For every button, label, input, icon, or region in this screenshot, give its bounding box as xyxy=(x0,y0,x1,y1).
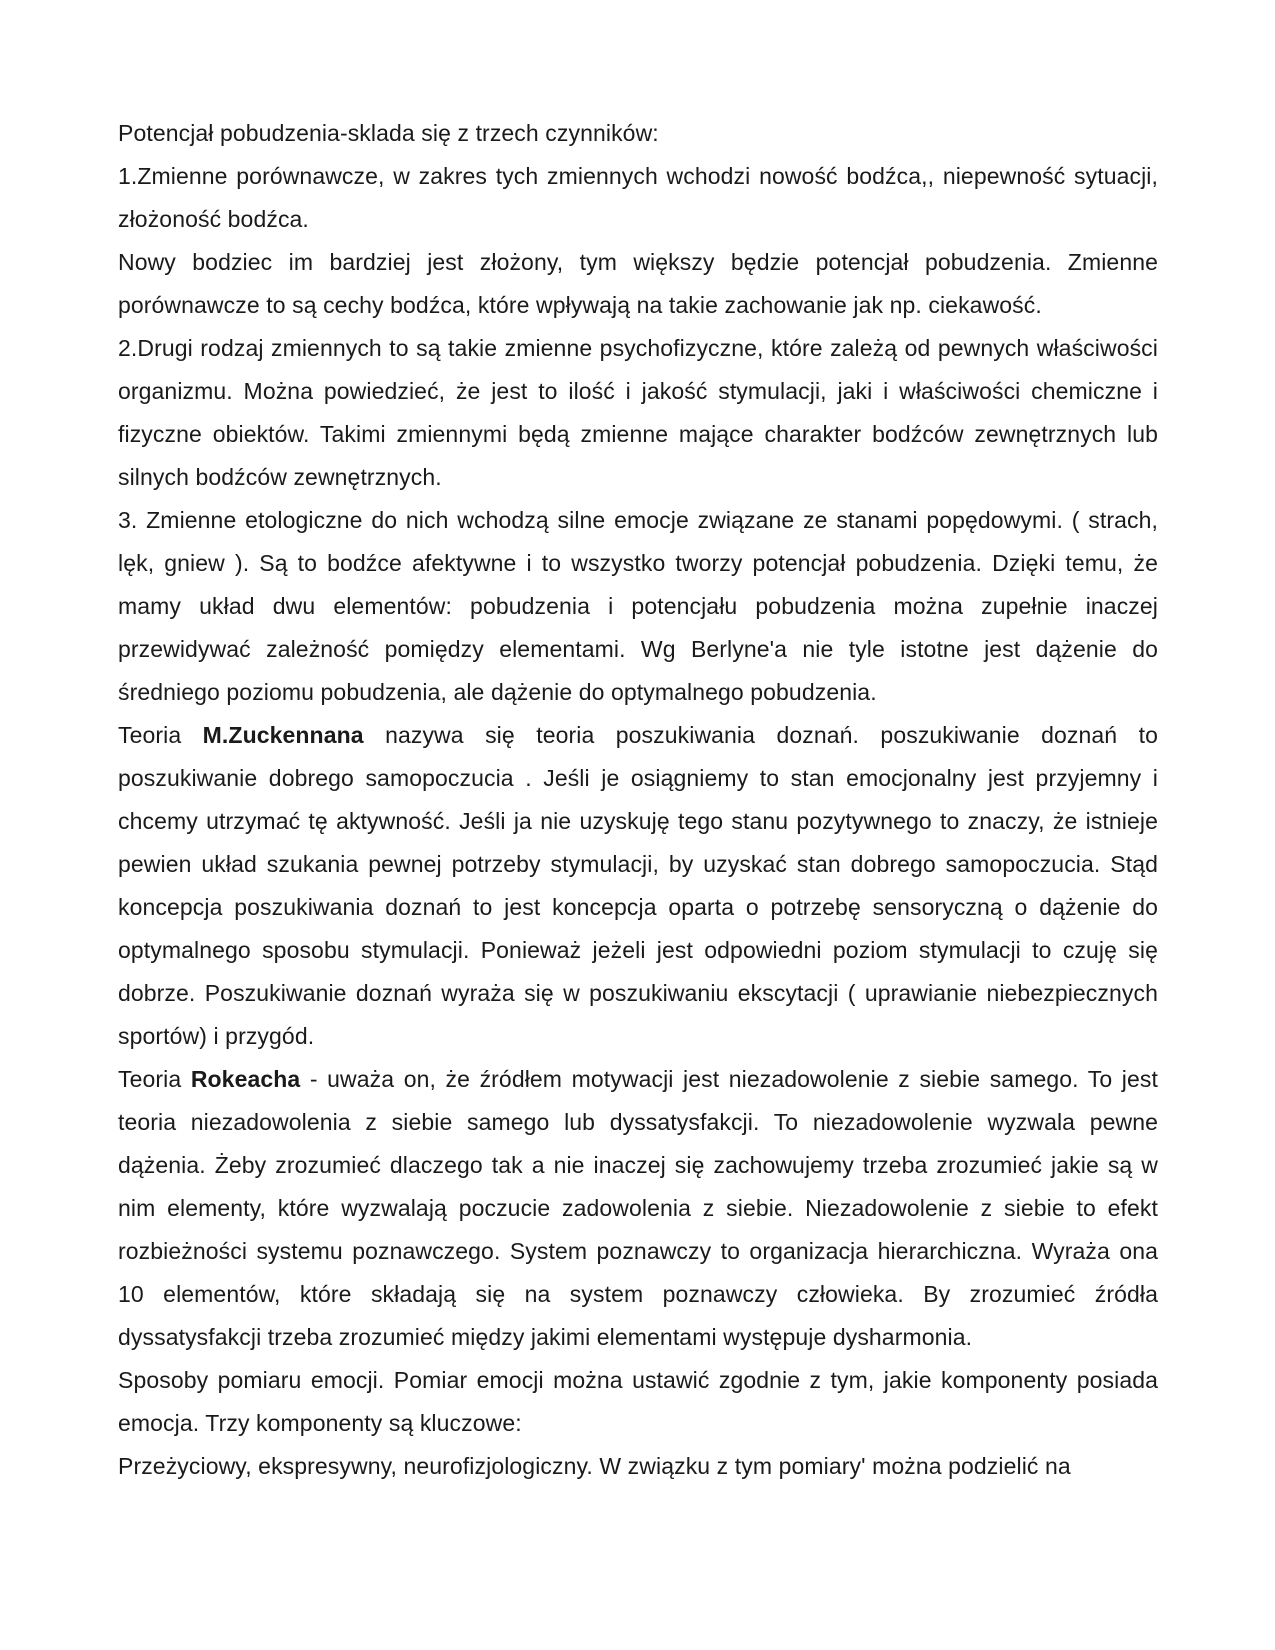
paragraph-new-stimulus: Nowy bodziec im bardziej jest złożony, tym większy będzie potencjał pobudzenia. Zmienne porównawcze to są cechy bodźca, które wpływają na takie zachowanie jak np. ciekawość. xyxy=(118,249,1158,318)
zuckerman-text: nazywa się teoria poszukiwania doznań. poszukiwanie doznań to poszukiwanie dobrego samopoczucia . Jeśli je osiągniemy to stan emocjonalny jest przyjemny i chcemy utrzymać tę aktywność. Jeśli ja nie uzyskuję tego stanu pozytywnego to znaczy, że istnieje pewien układ szukania pewnej potrzeby stymulacji, by uzyskać stan dobrego samopoczucia. Stąd koncepcja poszukiwania doznań to jest koncepcja oparta o potrzebę sensoryczną o dążenie do optymalnego sposobu stymulacji. Ponieważ jeżeli jest odpowiedni poziom stymulacji to czuję się dobrze. Poszukiwanie doznań wyraża się w poszukiwaniu ekscytacji ( uprawianie niebezpiecznych sportów) i przygód. xyxy=(118,722,1158,1049)
paragraph-components: Przeżyciowy, ekspresywny, neurofizjologiczny. W związku z tym pomiary' można podzielić na xyxy=(118,1453,1071,1479)
zuckerman-name: M.Zuckennana xyxy=(202,722,364,748)
rokeach-text: - uważa on, że źródłem motywacji jest niezadowolenie z siebie samego. To jest teoria niezadowolenia z siebie samego lub dyssatysfakcji. To niezadowolenie wyzwala pewne dążenia. Żeby zrozumieć dlaczego tak a nie inaczej się zachowujemy trzeba zrozumieć jakie są w nim elementy, które wyzwalają poczucie zadowolenia z siebie. Niezadowolenie z siebie to efekt rozbieżności systemu poznawczego. System poznawczy to organizacja hierarchiczna. Wyraża ona 10 elementów, które składają się na system poznawczy człowieka. By zrozumieć źródła dyssatysfakcji trzeba zrozumieć między jakimi elementami występuje dysharmonia. xyxy=(118,1066,1158,1350)
paragraph-emotion-measurement: Sposoby pomiaru emocji. Pomiar emocji można ustawić zgodnie z tym, jakie komponenty posiada emocja. Trzy komponenty są kluczowe: xyxy=(118,1367,1158,1436)
paragraph-rokeach-theory xyxy=(118,1058,1158,1359)
paragraph-psychophysical-variables: 2.Drugi rodzaj zmiennych to są takie zmienne psychofizyczne, które zależą od pewnych właściwości organizmu. Można powiedzieć, że jest to ilość i jakość stymulacji, jaki i właściwości chemiczne i fizyczne obiektów. Takimi zmiennymi będą zmienne mające charakter bodźców zewnętrznych lub silnych bodźców zewnętrznych. xyxy=(118,335,1158,490)
document-page xyxy=(118,112,1158,1488)
rokeach-name: Rokeacha xyxy=(190,1066,301,1092)
paragraph-ethological-variables: 3. Zmienne etologiczne do nich wchodzą silne emocje związane ze stanami popędowymi. ( strach, lęk, gniew ). Są to bodźce afektywne i to wszystko tworzy potencjał pobudzenia. Dzięki temu, że mamy układ dwu elementów: pobudzenia i potencjału pobudzenia można zupełnie inaczej przewidywać zależność pomiędzy elementami. Wg Berlyne'a nie tyle istotne jest dążenie do średniego poziomu pobudzenia, ale dążenie do optymalnego pobudzenia. xyxy=(118,507,1158,705)
paragraph-zuckerman-theory xyxy=(118,714,1158,1058)
paragraph-intro: Potencjał pobudzenia-sklada się z trzech czynników: xyxy=(118,120,659,146)
paragraph-comparative-variables: 1.Zmienne porównawcze, w zakres tych zmiennych wchodzi nowość bodźca,, niepewność sytuacji, złożoność bodźca. xyxy=(118,163,1158,232)
rokeach-prefix: Teoria xyxy=(118,1066,191,1092)
zuckerman-prefix: Teoria xyxy=(118,722,203,748)
